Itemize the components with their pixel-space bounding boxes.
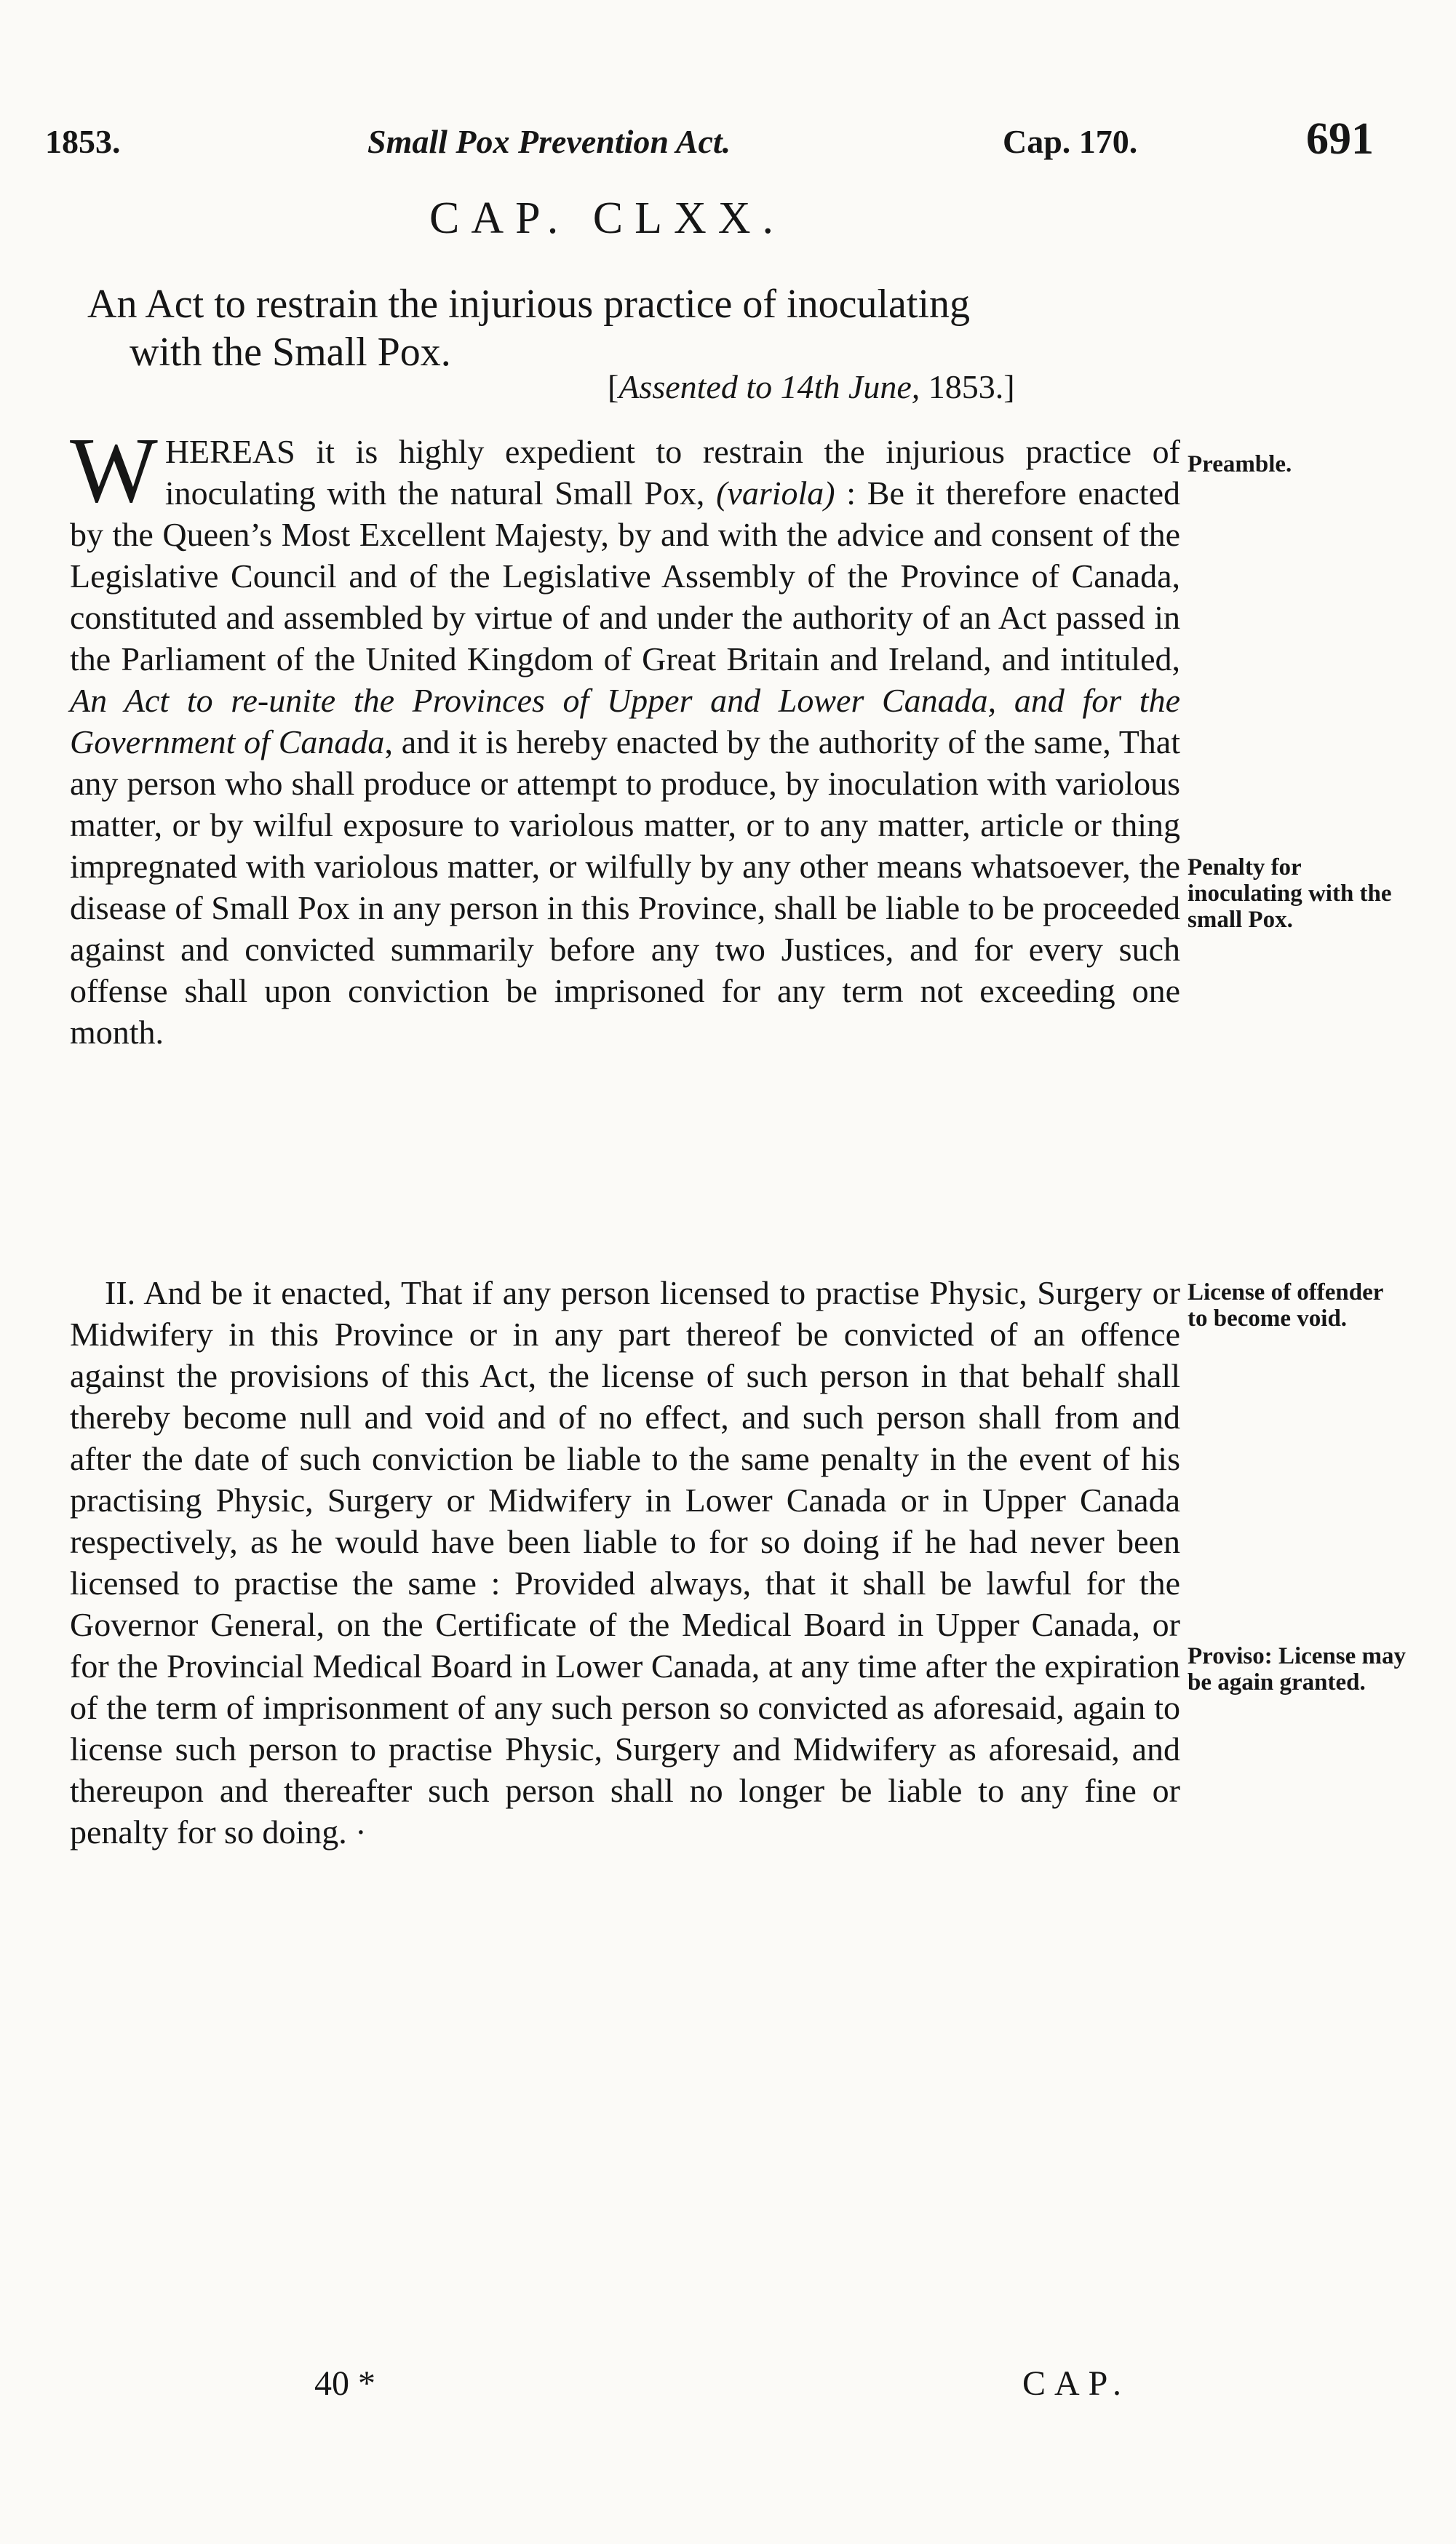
running-head-year: 1853. xyxy=(45,123,121,160)
section-1-italic-b: An Act to re-unite the Provinces of Upper and Lower Canada, and for the Government of Canada xyxy=(70,682,1180,760)
margin-note-license: License of offender to become void. xyxy=(1188,1279,1383,1332)
section-1-text-b: : Be it therefore enacted by the Queen’s Most Excellent Majesty, by and with the advice and consent of the Legislative Council and of the Legislative Assembly of the Province of Canada, constituted and assembled by virtue of and under the authority of an Act passed in the Parliament of the United Kingdom of Great Britain and Ireland, and intituled, xyxy=(70,474,1180,677)
margin-note-preamble: Preamble. xyxy=(1188,451,1292,477)
section-2-paragraph: II. And be it enacted, That if any person licensed to practise Physic, Surgery or Midwifery in this Province or in any part thereof be convicted of an offence against the provisions of this Act, the license of such person in that behalf shall thereby become null and void and of no effect, and such person shall from and after the date of such conviction be liable to the same penalty in the event of his practising Physic, Surgery or Midwifery in Lower Canada or in Upper Canada respectively, as he would have been liable to for so doing if he had never been licensed to practise the same : Provided always, that it shall be lawful for the Governor General, on the Certificate of the Medical Board in Upper Canada, or for the Provincial Medical Board in Lower Canada, at any time after the expiration of the term of imprisonment of any such person so convicted as aforesaid, again to license such person to practise Physic, Surgery and Midwifery as aforesaid, and thereupon and thereafter such person shall no longer be liable to any fine or penalty for so doing. · xyxy=(70,1274,1180,1851)
section-1-text-c: , and it is hereby enacted by the authority of the same, That any person who shall produce or attempt to produce, by inoculation with variolous matter, or by wilful exposure to variolous matter, or to any matter, article or thing impregnated with variolous matter, or wilfully by any other means whatsoever, the disease of Small Pox in any person in this Province, shall be liable to be proceeded against and convicted summarily before any two Justices, and for every such offense shall upon conviction be imprisoned for any term not exceeding one month. xyxy=(70,723,1181,1051)
drop-cap: W xyxy=(70,418,158,522)
section-1-text-a: HEREAS it is highly expedient to restrain the injurious practice of inoculating with the natural Small Pox, xyxy=(164,433,1180,512)
signature-mark: 40 * xyxy=(314,2364,375,2403)
act-title-line-1: An Act to restrain the injurious practice of inoculating xyxy=(87,282,970,327)
margin-note-penalty: Penalty for inoculating with the small Pox. xyxy=(1188,854,1392,933)
catchword: CAP. xyxy=(1022,2364,1131,2403)
assent-italic: Assented to 14th June, xyxy=(618,368,920,405)
chapter-heading: CAP. CLXX. xyxy=(429,194,786,243)
assent-year: 1853.] xyxy=(920,368,1015,405)
act-title xyxy=(87,280,1237,376)
act-title-line-2: with the Small Pox. xyxy=(130,330,451,375)
section-1-paragraph xyxy=(70,418,1181,1053)
assent-date xyxy=(608,367,1015,406)
margin-note-proviso: Proviso: License may be again granted. xyxy=(1188,1643,1407,1696)
running-head-title: Small Pox Prevention Act. xyxy=(367,123,731,160)
section-1-italic-a: (variola) xyxy=(716,474,835,512)
page-number: 691 xyxy=(1306,114,1374,164)
assent-open-bracket: [ xyxy=(608,368,619,405)
running-head-chapter: Cap. 170. xyxy=(1003,123,1138,160)
